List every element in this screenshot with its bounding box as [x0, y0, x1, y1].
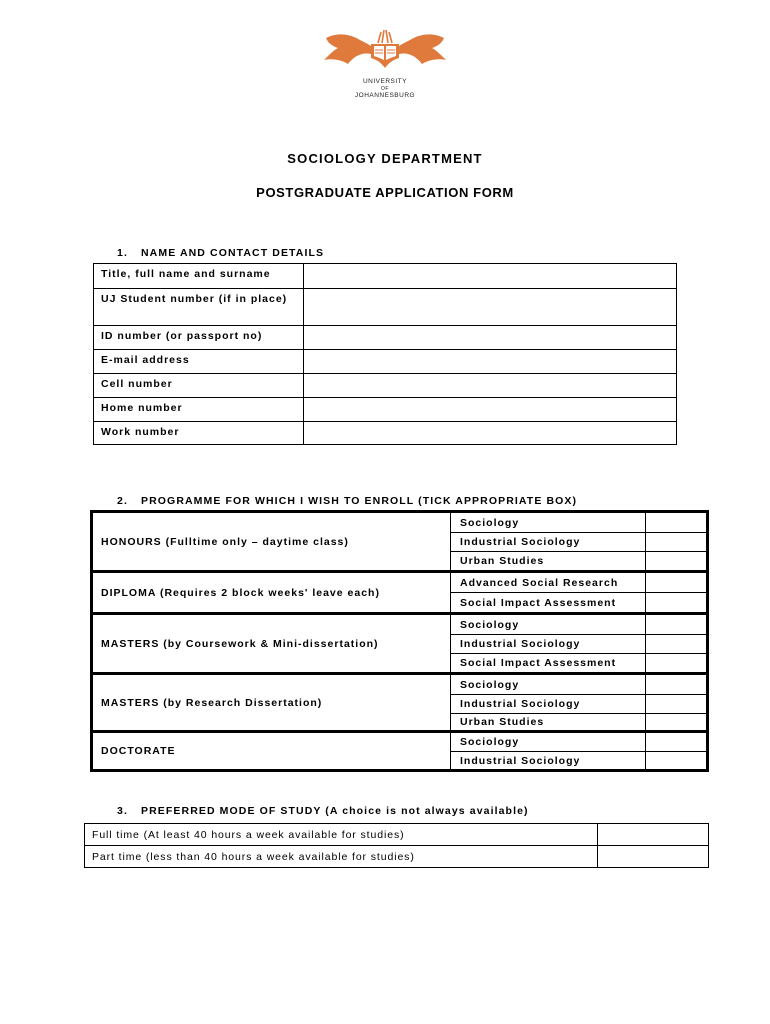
programme-name: DOCTORATE: [93, 733, 451, 769]
tick-box[interactable]: [646, 533, 706, 551]
contact-details-table: [93, 263, 677, 445]
student-number-field[interactable]: [304, 289, 676, 325]
tick-box[interactable]: [646, 654, 706, 672]
name-field[interactable]: [304, 264, 676, 288]
contact-row-name: [94, 264, 676, 288]
tick-box[interactable]: [646, 733, 706, 751]
programme-options: [451, 573, 706, 612]
logo-text-university: UNIVERSITY: [362, 78, 407, 85]
programme-table: [90, 510, 709, 772]
study-mode-row-fulltime: [85, 824, 708, 845]
department-title: SOCIOLOGY DEPARTMENT: [287, 151, 483, 166]
study-mode-label: Part time (less than 40 hours a week available for studies): [85, 846, 598, 867]
section3-heading: [117, 805, 529, 817]
programme-options: [451, 733, 706, 769]
option-label: Advanced Social Research: [451, 573, 646, 592]
cell-number-field[interactable]: [304, 374, 676, 397]
programme-option: [451, 733, 706, 751]
option-label: Social Impact Assessment: [451, 593, 646, 612]
option-label: Industrial Sociology: [451, 752, 646, 769]
section2-heading: [117, 495, 577, 507]
crest-icon: [318, 24, 452, 72]
contact-label: Home number: [94, 398, 304, 421]
option-label: Urban Studies: [451, 552, 646, 570]
option-label: Sociology: [451, 675, 646, 694]
programme-name: MASTERS (by Research Dissertation): [93, 675, 451, 730]
section1-title: NAME AND CONTACT DETAILS: [141, 247, 325, 259]
tick-box[interactable]: [646, 552, 706, 570]
programme-option: [451, 615, 706, 634]
programme-option: [451, 675, 706, 694]
programme-option: [451, 513, 706, 532]
section1-number: 1.: [117, 247, 128, 259]
tick-box[interactable]: [598, 824, 708, 845]
contact-row-id-number: [94, 325, 676, 349]
programme-options: [451, 615, 706, 672]
logo-text-johannesburg: JOHANNESBURG: [354, 92, 416, 99]
tick-box[interactable]: [646, 615, 706, 634]
option-label: Sociology: [451, 513, 646, 532]
contact-label: Title, full name and surname: [94, 264, 304, 288]
programme-name: HONOURS (Fulltime only – daytime class): [93, 513, 451, 570]
contact-row-work: [94, 421, 676, 444]
section3-number: 3.: [117, 805, 128, 817]
logo-text-of: OF: [381, 86, 389, 92]
tick-box[interactable]: [646, 513, 706, 532]
study-mode-table: [84, 823, 709, 868]
contact-label: Work number: [94, 422, 304, 444]
tick-box[interactable]: [646, 695, 706, 713]
contact-label: ID number (or passport no): [94, 326, 304, 349]
programme-option: [451, 694, 706, 713]
programme-group-honours: [93, 513, 706, 570]
option-label: Industrial Sociology: [451, 635, 646, 653]
tick-box[interactable]: [646, 593, 706, 612]
university-logo: [318, 24, 452, 104]
programme-option: [451, 713, 706, 730]
contact-label: UJ Student number (if in place): [94, 289, 304, 325]
work-number-field[interactable]: [304, 422, 676, 444]
tick-box[interactable]: [646, 573, 706, 592]
contact-row-cell: [94, 373, 676, 397]
option-label: Urban Studies: [451, 714, 646, 730]
option-label: Industrial Sociology: [451, 533, 646, 551]
programme-option: [451, 573, 706, 592]
programme-option: [451, 551, 706, 570]
section2-title: PROGRAMME FOR WHICH I WISH TO ENROLL (TICK APPROPRIATE BOX): [141, 495, 578, 507]
programme-option: [451, 634, 706, 653]
tick-box[interactable]: [646, 635, 706, 653]
tick-box[interactable]: [598, 846, 708, 867]
option-label: Social Impact Assessment: [451, 654, 646, 672]
email-field[interactable]: [304, 350, 676, 373]
contact-row-email: [94, 349, 676, 373]
programme-name: DIPLOMA (Requires 2 block weeks' leave each): [93, 573, 451, 612]
home-number-field[interactable]: [304, 398, 676, 421]
form-title: POSTGRADUATE APPLICATION FORM: [256, 185, 514, 200]
tick-box[interactable]: [646, 675, 706, 694]
contact-row-student-number: [94, 288, 676, 325]
programme-name: MASTERS (by Coursework & Mini-dissertation): [93, 615, 451, 672]
section3-title: PREFERRED MODE OF STUDY (A choice is not always available): [141, 805, 529, 817]
option-label: Sociology: [451, 615, 646, 634]
programme-group-masters-research: [93, 672, 706, 730]
programme-group-masters-coursework: [93, 612, 706, 672]
programme-group-doctorate: [93, 730, 706, 769]
programme-option: [451, 592, 706, 612]
programme-options: [451, 675, 706, 730]
contact-label: E-mail address: [94, 350, 304, 373]
id-number-field[interactable]: [304, 326, 676, 349]
section1-heading: [117, 247, 324, 259]
option-label: Industrial Sociology: [451, 695, 646, 713]
contact-label: Cell number: [94, 374, 304, 397]
section2-number: 2.: [117, 495, 128, 507]
programme-option: [451, 532, 706, 551]
tick-box[interactable]: [646, 714, 706, 730]
option-label: Sociology: [451, 733, 646, 751]
contact-row-home: [94, 397, 676, 421]
study-mode-row-parttime: [85, 845, 708, 867]
programme-option: [451, 653, 706, 672]
programme-group-diploma: [93, 570, 706, 612]
tick-box[interactable]: [646, 752, 706, 769]
study-mode-label: Full time (At least 40 hours a week available for studies): [85, 824, 598, 845]
programme-option: [451, 751, 706, 769]
programme-options: [451, 513, 706, 570]
